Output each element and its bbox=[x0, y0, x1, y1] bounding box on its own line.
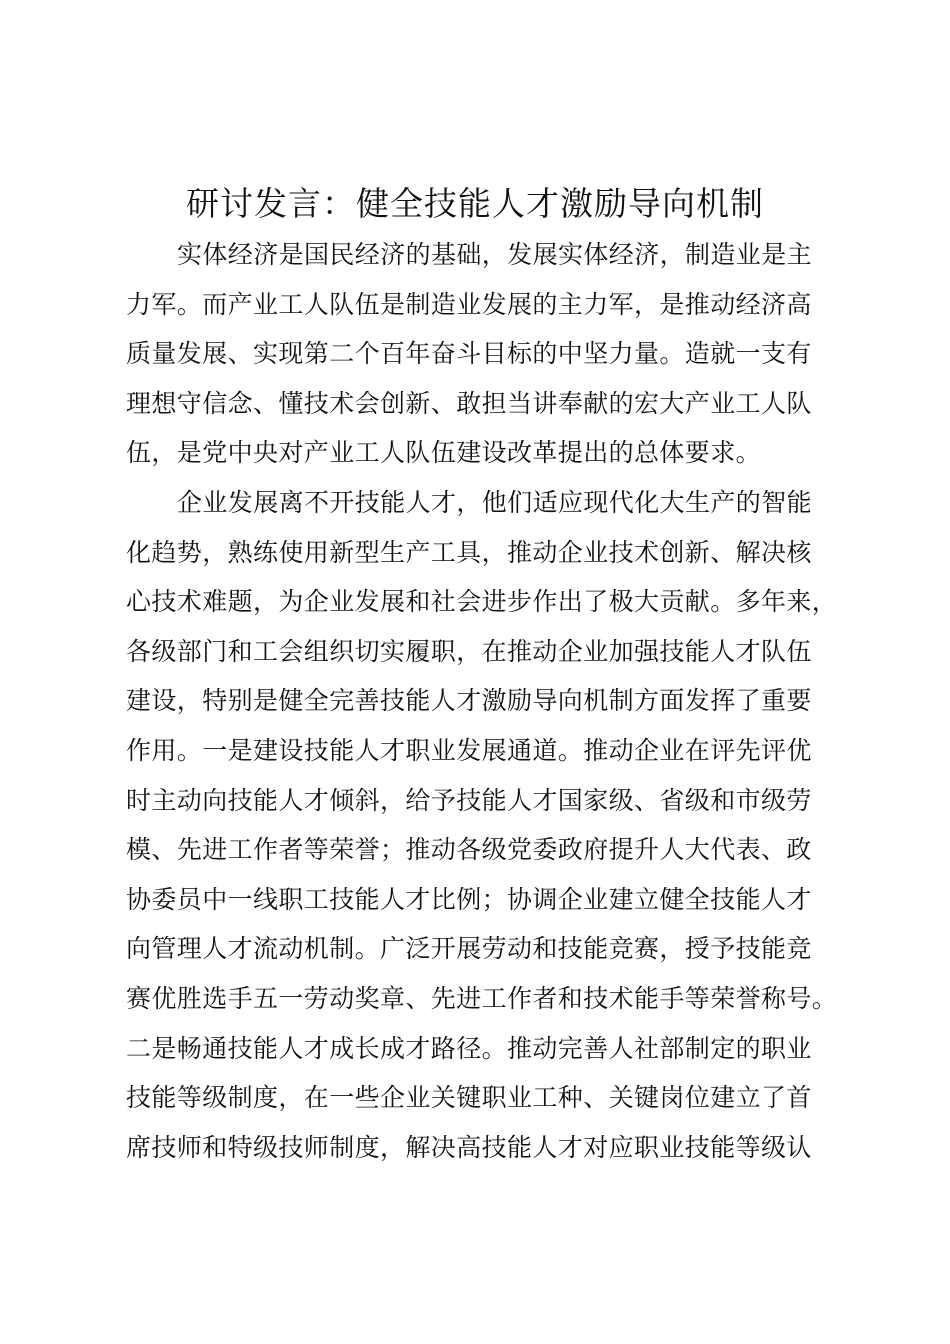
paragraph-line: 建设，特别是健全完善技能人才激励导向机制方面发挥了重要 bbox=[126, 686, 812, 716]
paragraph-line: 力军。而产业工人队伍是制造业发展的主力军，是推动经济高 bbox=[126, 289, 812, 319]
paragraph-line: 作用。一是建设技能人才职业发展通道。推动企业在评先评优 bbox=[126, 735, 812, 765]
paragraph-line: 化趋势，熟练使用新型生产工具，推动企业技术创新、解决核 bbox=[126, 537, 812, 567]
paragraph-line: 二是畅通技能人才成长成才路径。推动完善人社部制定的职业 bbox=[126, 1033, 812, 1063]
paragraph-line: 企业发展离不开技能人才，他们适应现代化大生产的智能 bbox=[177, 487, 813, 517]
paragraph-line: 时主动向技能人才倾斜，给予技能人才国家级、省级和市级劳 bbox=[126, 785, 812, 815]
paragraph-line: 向管理人才流动机制。广泛开展劳动和技能竞赛，授予技能竞 bbox=[126, 934, 812, 964]
document-title: 研讨发言：健全技能人才激励导向机制 bbox=[186, 184, 764, 223]
paragraph-line: 质量发展、实现第二个百年奋斗目标的中坚力量。造就一支有 bbox=[126, 339, 812, 369]
paragraph-line: 赛优胜选手五一劳动奖章、先进工作者和技术能手等荣誉称号。 bbox=[126, 983, 838, 1013]
paragraph-line: 心技术难题，为企业发展和社会进步作出了极大贡献。多年来， bbox=[126, 587, 838, 617]
paragraph-line: 模、先进工作者等荣誉；推动各级党委政府提升人大代表、政 bbox=[126, 835, 812, 865]
paragraph-line: 席技师和特级技师制度，解决高技能人才对应职业技能等级认 bbox=[126, 1132, 812, 1162]
document-body bbox=[126, 230, 846, 1172]
paragraph-1 bbox=[126, 230, 846, 478]
paragraph-line: 协委员中一线职工技能人才比例；协调企业建立健全技能人才 bbox=[126, 884, 812, 914]
paragraph-line: 实体经济是国民经济的基础，发展实体经济，制造业是主 bbox=[177, 240, 813, 269]
paragraph-line: 技能等级制度，在一些企业关键职业工种、关键岗位建立了首 bbox=[126, 1083, 812, 1113]
paragraph-2 bbox=[126, 478, 846, 1172]
paragraph-line: 理想守信念、懂技术会创新、敢担当讲奉献的宏大产业工人队 bbox=[126, 388, 812, 418]
paragraph-line: 各级部门和工会组织切实履职，在推动企业加强技能人才队伍 bbox=[126, 636, 812, 666]
paragraph-line: 伍，是党中央对产业工人队伍建设改革提出的总体要求。 bbox=[126, 438, 762, 468]
